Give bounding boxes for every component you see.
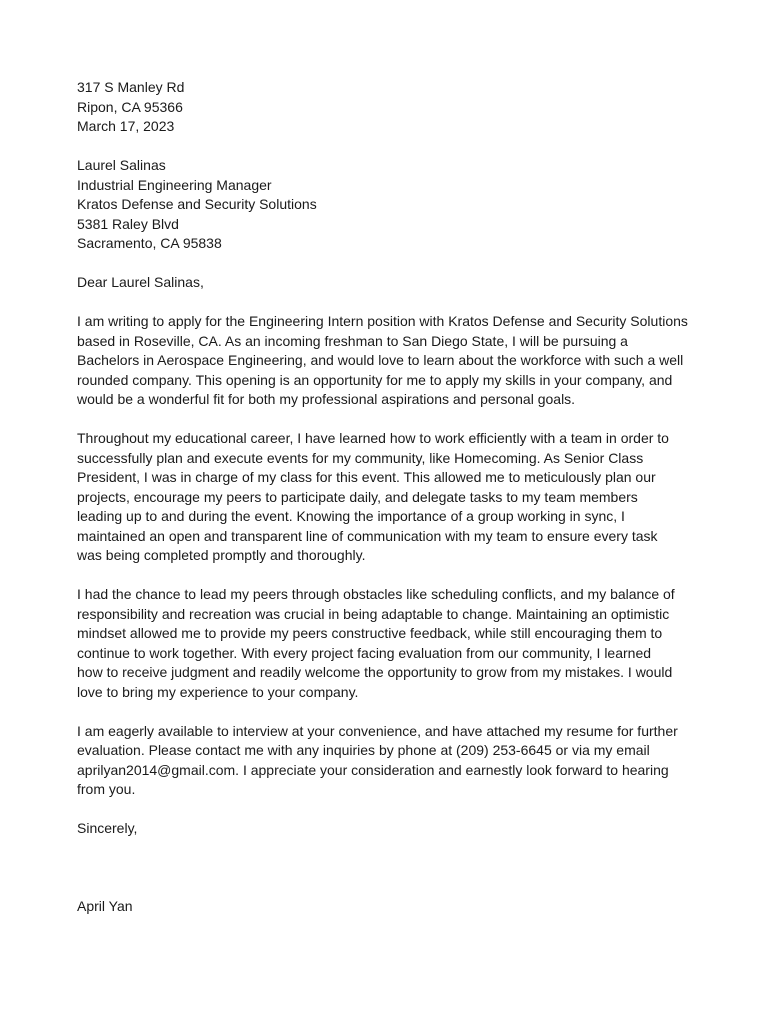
paragraph-line: Throughout my educational career, I have learned how to work efficiently with a team in order to [77,430,669,446]
closing: Sincerely, [77,820,138,836]
body-paragraph-2 [77,429,698,566]
recipient-city-state-zip: Sacramento, CA 95838 [77,235,222,251]
paragraph-line: continue to work together. With every project facing evaluation from our community, I learned [77,644,652,661]
recipient-address [77,156,698,254]
sender-city-state-zip: Ripon, CA 95366 [77,98,183,115]
signature-name: April Yan [77,897,133,914]
paragraph-line: leading up to and during the event. Knowing the importance of a group working in sync, I [77,508,625,524]
sender-address [77,78,698,137]
body-paragraph-4 [77,722,698,800]
paragraph-line: rounded company. This opening is an opportunity for me to apply my skills in your company, and [77,371,673,388]
salutation: Dear Laurel Salinas, [77,274,204,290]
paragraph-line: based in Roseville, CA. As an incoming freshman to San Diego State, I will be pursuing a [77,332,628,349]
body-paragraph-1 [77,312,698,410]
paragraph-line: successfully plan and execute events for my community, like Homecoming. As Senior Class [77,449,644,466]
paragraph-line: mindset allowed me to provide my peers constructive feedback, while still encouraging them to [77,625,663,641]
recipient-street: 5381 Raley Blvd [77,215,179,232]
paragraph-line: aprilyan2014@gmail.com. I appreciate your consideration and earnestly look forward to hearing [77,761,669,778]
paragraph-line: maintained an open and transparent line of communication with my team to ensure every task [77,527,658,544]
letter-date: March 17, 2023 [77,118,175,134]
paragraph-line: Bachelors in Aerospace Engineering, and would love to learn about the workforce with such a well [77,352,684,368]
paragraph-line: was being completed promptly and thoroughly. [77,547,366,563]
paragraph-line: responsibility and recreation was crucial in being adaptable to change. Maintaining an optimistic [77,605,670,622]
paragraph-line: President, I was in charge of my class for this event. This allowed me to meticulously plan our [77,469,656,485]
paragraph-line: I had the chance to lead my peers through obstacles like scheduling conflicts, and my balance of [77,586,675,602]
paragraph-line: love to bring my experience to your company. [77,683,359,700]
paragraph-line: I am eagerly available to interview at your convenience, and have attached my resume for further [77,722,678,739]
paragraph-line: I am writing to apply for the Engineering Intern position with Kratos Defense and Security Solutions [77,313,688,329]
recipient-title: Industrial Engineering Manager [77,176,272,193]
recipient-name: Laurel Salinas [77,157,166,173]
paragraph-line: projects, encourage my peers to participate daily, and delegate tasks to my team members [77,488,638,505]
sender-street: 317 S Manley Rd [77,79,185,95]
body-paragraph-3 [77,585,698,702]
recipient-company: Kratos Defense and Security Solutions [77,196,317,212]
paragraph-line: evaluation. Please contact me with any inquiries by phone at (209) 253-6645 or via my email [77,742,650,758]
paragraph-line: would be a wonderful fit for both my professional aspirations and personal goals. [77,391,576,407]
paragraph-line: how to receive judgment and readily welcome the opportunity to grow from my mistakes. I would [77,664,673,680]
paragraph-line: from you. [77,781,136,797]
